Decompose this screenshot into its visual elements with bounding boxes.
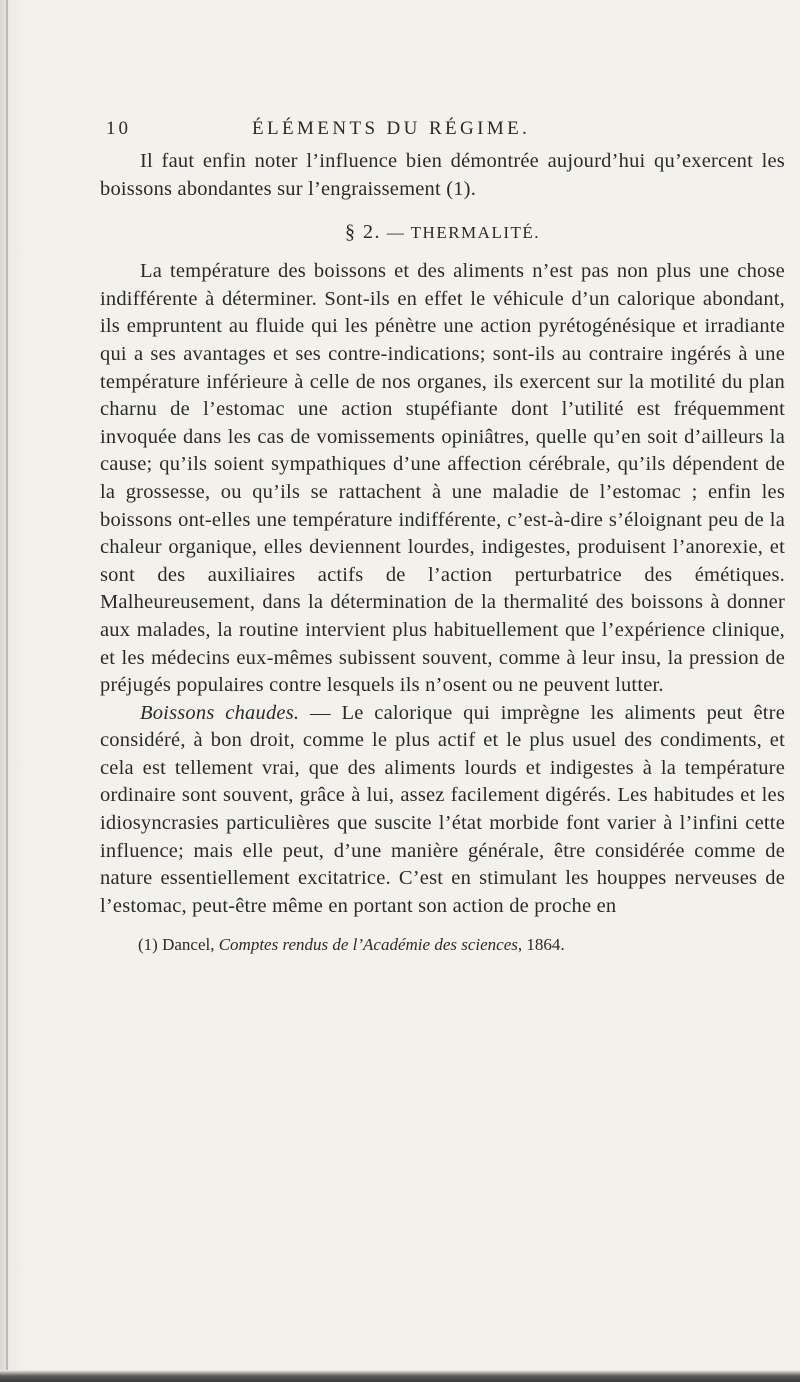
- footnote: [100, 934, 785, 956]
- footnote-author: Dancel,: [157, 935, 219, 955]
- book-page: [100, 118, 785, 956]
- footnote-year: , 1864.: [517, 935, 565, 955]
- boissons-chaudes-text: — Le calorique qui imprègne les aliments peut être considéré, à bon droit, comme le plus actif et le plus usuel des condiments, et cela est tellement vrai, que des aliments lourds et indigestes à la température ordinaire sont souvent, grâce à lui, assez facilement digérés. Les habitudes et les idiosyncrasies particulières que suscite l’état morbide font varier à l’infini cette influence; mais elle peut, d’une manière générale, être considérée comme de nature essentiellement excitatrice. C’est en stimulant les houppes nerveuses de l’estomac, peut-être même en portant son action de proche en: [100, 701, 785, 917]
- section-dash: —: [386, 223, 406, 243]
- footnote-marker: (1): [138, 935, 158, 955]
- running-head: [100, 118, 785, 148]
- footnote-work: Comptes rendus de l’Académie des sciences: [218, 935, 518, 955]
- paragraph-boissons-chaudes: [100, 700, 785, 921]
- section-number: § 2.: [344, 221, 381, 244]
- boissons-chaudes-lead: Boissons chaudes.: [140, 701, 300, 724]
- scan-binding-line: [6, 0, 8, 1382]
- scan-bottom-edge: [0, 1370, 800, 1382]
- page-number: 10: [106, 118, 131, 139]
- section-heading: [100, 221, 785, 244]
- paragraph-thermalite: La température des boissons et des aliments n’est pas non plus une chose indifférente à déterminer. Sont-ils en effet le véhicule d’un calorique abondant, ils empruntent au fluide qui les pénètre une action pyrétogénésique et irradiante qui a ses avantages et ses contre-indications; sont-ils au contraire ingérés à une température inférieure à celle de nos organes, ils exercent sur la motilité du plan charnu de l’estomac une action stupéfiante dont l’utilité est fréquemment invoquée dans les cas de vomissements opiniâtres, quelle qu’en soit d’ailleurs la cause; qu’ils soient sympathiques d’une affection cérébrale, qu’ils dépendent de la grossesse, ou qu’ils se rattachent à une maladie de l’estomac ; enfin les boissons ont-elles une température indifférente, c’est-à-dire s’éloignant peu de la chaleur organique, elles deviennent lourdes, indigestes, produisent l’anorexie, et sont des auxiliaires actifs de l’action perturbatrice des émétiques. Malheureusement, dans la détermination de la thermalité des boissons à donner aux malades, la routine intervient plus habituellement que l’expérience clinique, et les médecins eux-mêmes subissent souvent, comme à leur insu, la pression de préjugés populaires contre lesquels ils n’osent ou ne peuvent lutter.: [100, 260, 785, 697]
- paragraph-engraissement: Il faut enfin noter l’influence bien démontrée aujourd’hui qu’exercent les boissons abondantes sur l’engraissement (1).: [100, 150, 785, 200]
- section-title: THERMALITÉ.: [410, 223, 541, 243]
- running-title: ÉLÉMENTS DU RÉGIME.: [252, 118, 531, 139]
- scan-left-edge: [0, 0, 28, 1382]
